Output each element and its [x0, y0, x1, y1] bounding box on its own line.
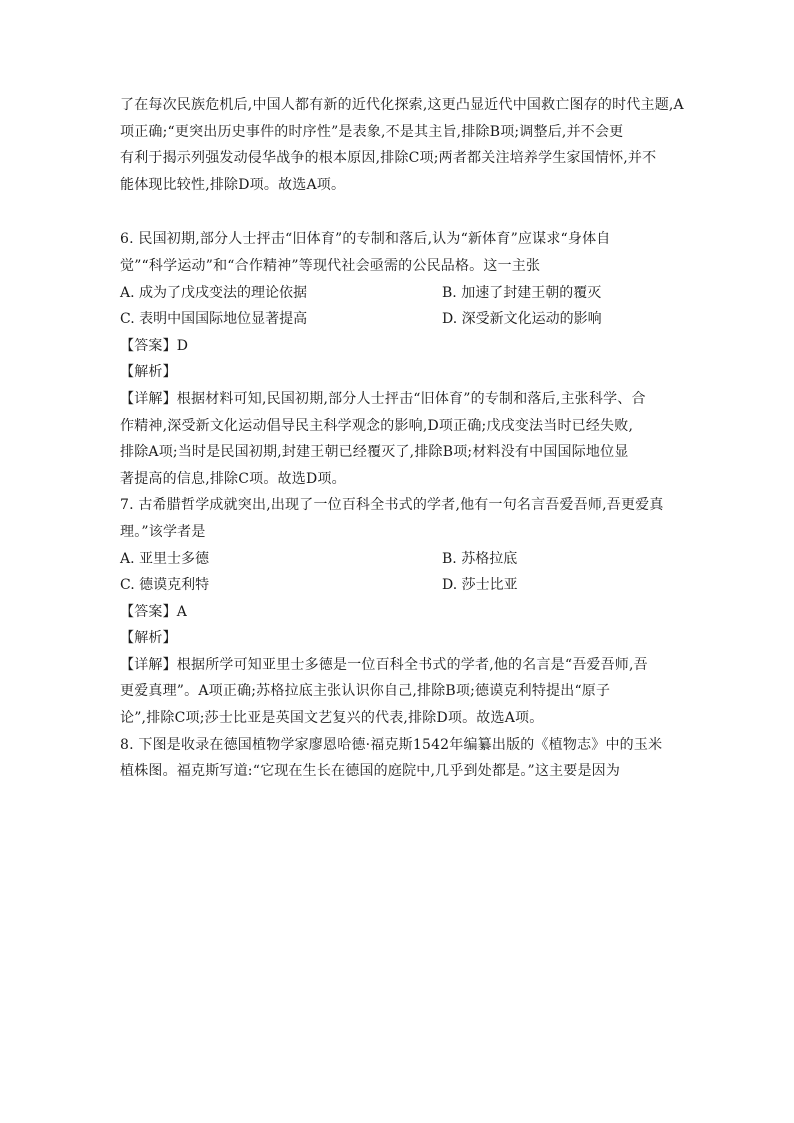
answer-label: 【答案】D	[120, 337, 189, 354]
question-8	[120, 732, 680, 785]
detail-line: 排除A项;当时是民国初期,封建王朝已经覆灭了,排除B项;材料没有中国国际地位显	[120, 444, 629, 461]
option-row	[120, 306, 680, 333]
analysis-label: 【解析】	[120, 364, 177, 381]
option-d: D. 深受新文化运动的影响	[442, 311, 602, 328]
option-c: C. 德谟克利特	[120, 577, 210, 594]
spacer	[120, 198, 680, 226]
option-row	[120, 546, 680, 573]
detail-line: 论”,排除C项;莎士比亚是英国文艺复兴的代表,排除D项。故选A项。	[120, 710, 544, 727]
detail-line: 【详解】根据所学可知亚里士多德是一位百科全书式的学者,他的名言是“吾爱吾师,吾	[120, 656, 648, 673]
option-c: C. 表明中国国际地位显著提高	[120, 311, 308, 328]
option-b: B. 加速了封建王朝的覆灭	[442, 284, 602, 301]
text-line: 项正确;“更突出历史事件的时序性”是表象,不是其主旨,排除B项;调整后,并不会更	[120, 123, 624, 140]
detail-line: 更爱真理”。A项正确;苏格拉底主张认识你自己,排除B项;德谟克利特提出“原子	[120, 683, 611, 700]
question-stem: 觉”“科学运动”和“合作精神”等现代社会亟需的公民品格。这一主张	[120, 257, 541, 274]
text-line: 能体现比较性,排除D项。故选A项。	[120, 176, 346, 193]
question-stem: 植株图。福克斯写道:“它现在生长在德国的庭院中,几乎到处都是。”这主要是因为	[120, 763, 621, 780]
answer-label: 【答案】A	[120, 603, 188, 620]
question-stem: 理。”该学者是	[120, 523, 206, 540]
option-d: D. 莎士比亚	[442, 577, 518, 594]
option-row	[120, 280, 680, 307]
detail-line: 【详解】根据材料可知,民国初期,部分人士抨击“旧体育”的专制和落后,主张科学、合	[120, 390, 646, 407]
detail-line: 著提高的信息,排除C项。故选D项。	[120, 470, 346, 487]
question-stem: 8. 下图是收录在德国植物学家廖恩哈德·福克斯1542年编纂出版的《植物志》中的玉米	[120, 736, 663, 753]
option-a: A. 亚里士多德	[120, 550, 210, 567]
text-line: 了在每次民族危机后,中国人都有新的近代化探索,这更凸显近代中国救亡图存的时代主题,A	[120, 97, 684, 113]
text-line: 有利于揭示列强发动侵华战争的根本原因,排除C项;两者都关注培养学生家国情怀,并不	[120, 150, 657, 167]
question-6	[120, 226, 680, 492]
option-b: B. 苏格拉底	[442, 550, 518, 567]
previous-analysis-continued	[120, 92, 684, 198]
analysis-label: 【解析】	[120, 630, 177, 647]
question-stem: 7. 古希腊哲学成就突出,出现了一位百科全书式的学者,他有一句名言吾爱吾师,吾更爱真	[120, 497, 664, 514]
detail-line: 作精神,深受新文化运动倡导民主科学观念的影响,D项正确;戊戌变法当时已经失败,	[120, 417, 634, 434]
document-page	[120, 92, 684, 785]
question-stem: 6. 民国初期,部分人士抨击“旧体育”的专制和落后,认为“新体育”应谋求“身体自	[120, 231, 611, 248]
option-row	[120, 572, 680, 599]
question-7	[120, 492, 680, 731]
option-a: A. 成为了戊戌变法的理论依据	[120, 284, 308, 301]
